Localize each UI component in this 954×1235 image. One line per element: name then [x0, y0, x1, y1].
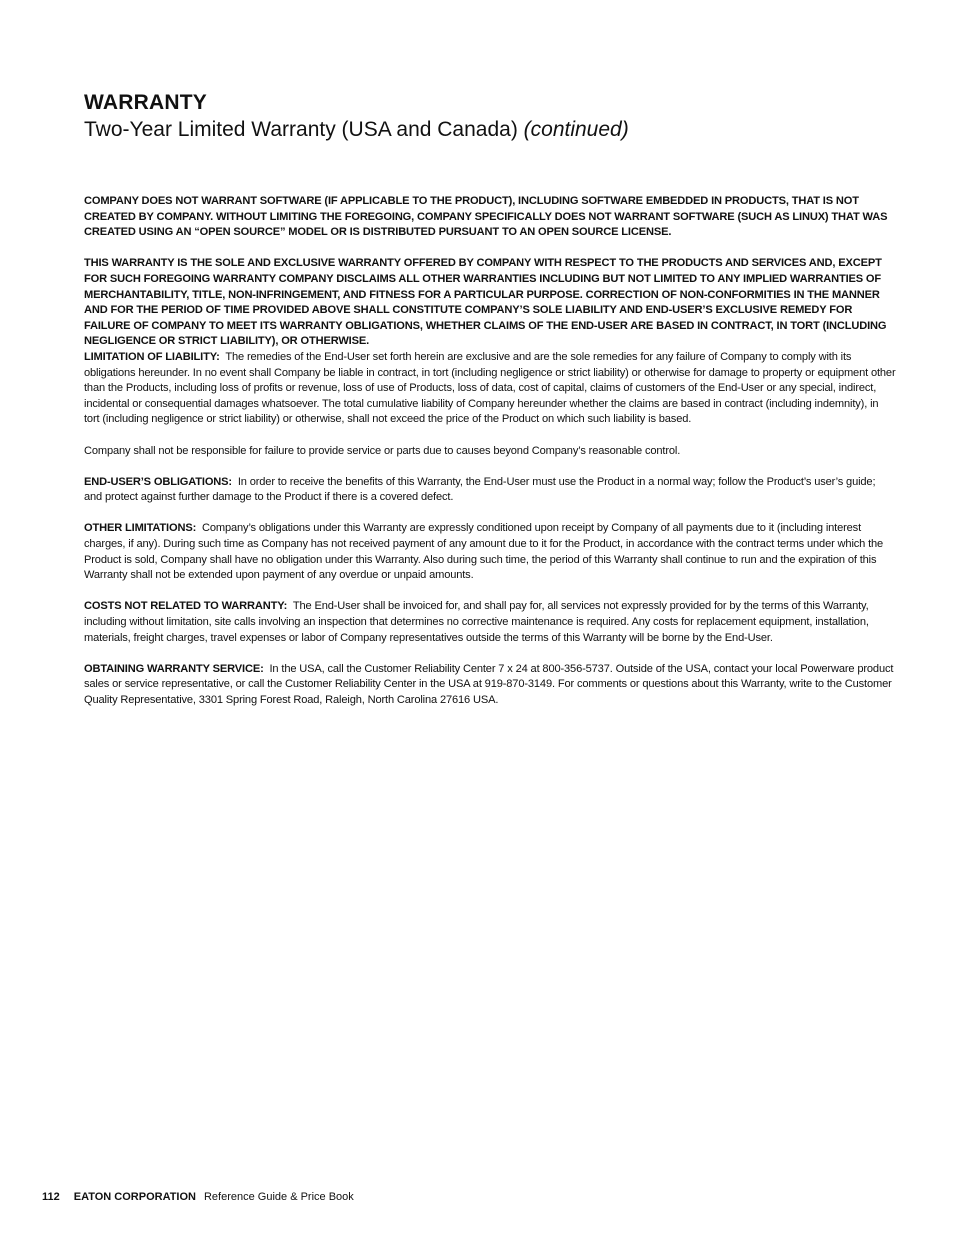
exclusive-warranty-disclaimer: THIS WARRANTY IS THE SOLE AND EXCLUSIVE WARRANTY OFFERED BY COMPANY WITH RESPECT TO THE PRODUCTS AND SERVICES AND, EXCEPT FOR SUCH FOREGOING WARRANTY COMPANY DISCLAIMS ALL OTHER WARRANTIES INCLUDING BUT NOT LIMITED TO ANY IMPLIED WARRANTIES OF MERCHANTABILITY, TITLE, NON-INFRINGEMENT, AND FITNESS FOR A PARTICULAR PURPOSE. CORRECTION OF NON-CONFORMITIES IN THE MANNER AND FOR THE PERIOD OF TIME PROVIDED ABOVE SHALL CONSTITUTE COMPANY’S SOLE LIABILITY AND END-USER’S EXCLUSIVE REMEDY FOR FAILURE OF COMPANY TO MEET ITS WARRANTY OBLIGATIONS, WHETHER CLAIMS OF THE END-USER ARE BASED IN CONTRACT, IN TORT (INCLUDING NEGLIGENCE OR STRICT LIABILITY), OR OTHERWISE. — [84, 257, 887, 348]
warranty-body — [84, 194, 896, 724]
limitation-of-liability-label: LIMITATION OF LIABILITY: — [84, 350, 220, 363]
other-limitations-text: Company’s obligations under this Warranty are expressly conditioned upon receipt by Company of all payments due to it (including interest charges, if any). During such time as Company has not received payment of any amount due to it for the Product, in accordance with the contract terms under which the Product is sold, Company shall have no obligation under this Warranty. Also during such time, the period of this Warranty shall continue to run and the expiration of this Warranty shall not be extended upon payment of any overdue or unpaid amounts. — [84, 522, 884, 582]
footer-company: EATON CORPORATION — [73, 1191, 196, 1203]
software-disclaimer: COMPANY DOES NOT WARRANT SOFTWARE (IF APPLICABLE TO THE PRODUCT), INCLUDING SOFTWARE EMBEDDED IN PRODUCTS, THAT IS NOT CREATED BY COMPANY. WITHOUT LIMITING THE FOREGOING, COMPANY SPECIFICALLY DOES NOT WARRANT SOFTWARE (SUCH AS LINUX) THAT WAS CREATED USING AN “OPEN SOURCE” MODEL OR IS DISTRIBUTED PURSUANT TO AN OPEN SOURCE LICENSE. — [84, 195, 888, 239]
other-limitations-label: OTHER LIMITATIONS: — [84, 522, 197, 535]
footer-publication: Reference Guide & Price Book — [203, 1191, 354, 1203]
limitation-of-liability-text: The remedies of the End-User set forth herein are exclusive and are the sole remedies for any failure of Company to comply with its obligations hereunder. In no event shall Company be liable in contract, in tort (including negligence or strict liability) or otherwise for damage to property or equipment other than the Products, including loss of profits or revenue, loss of use of Products, loss of data, cost of capital, claims of customers of the End-User or any special, indirect, incidental or consequential damages whatsoever. The total cumulative liability of Company hereunder whether the claims are based in contract (including indemnity), in tort (including negligence or strict liability) or otherwise, shall not exceed the price of the Product on which such liability is based. — [84, 350, 896, 426]
obtaining-warranty-service-label: OBTAINING WARRANTY SERVICE: — [84, 662, 264, 675]
limitation-of-liability — [84, 350, 896, 428]
other-limitations — [84, 521, 896, 583]
force-majeure-paragraph: Company shall not be responsible for failure to provide service or parts due to causes beyond Company’s reasonable control. — [84, 444, 681, 457]
section-title: WARRANTY — [84, 91, 207, 114]
subtitle-continued: (continued) — [523, 118, 629, 141]
costs-not-related-text: The End-User shall be invoiced for, and shall pay for, all services not expressly provided for by the terms of this Warranty, including without limitation, site calls involving an inspection that determines no corrective maintenance is required. Any costs for replacement equipment, installation, materials, freight charges, travel expenses or labor of Company representatives outside the terms of this Warranty will be borne by the End-User. — [84, 600, 869, 644]
page-header — [84, 90, 904, 144]
obtaining-warranty-service-text: In the USA, call the Customer Reliability Center 7 x 24 at 800-356-5737. Outside of the USA, contact your local Powerware product sales or service representative, or call the Customer Reliability Center in the USA at 919-870-3149. For comments or questions about this Warranty, write to the Customer Quality Representative, 3301 Spring Forest Road, Raleigh, North Carolina 27616 USA. — [84, 662, 894, 706]
costs-not-related — [84, 599, 896, 646]
page-footer — [42, 1190, 354, 1204]
end-user-obligations-text: In order to receive the benefits of this Warranty, the End-User must use the Product in a normal way; follow the Product’s user’s guide; and protect against further damage to the Product if there is a covered defect. — [84, 475, 876, 504]
section-subtitle — [84, 116, 904, 144]
page-number: 112 — [42, 1191, 60, 1203]
end-user-obligations-label: END-USER’S OBLIGATIONS: — [84, 475, 232, 488]
costs-not-related-label: COSTS NOT RELATED TO WARRANTY: — [84, 600, 288, 613]
end-user-obligations — [84, 475, 896, 506]
subtitle-text: Two-Year Limited Warranty (USA and Canada) — [84, 118, 524, 141]
obtaining-warranty-service — [84, 662, 896, 709]
